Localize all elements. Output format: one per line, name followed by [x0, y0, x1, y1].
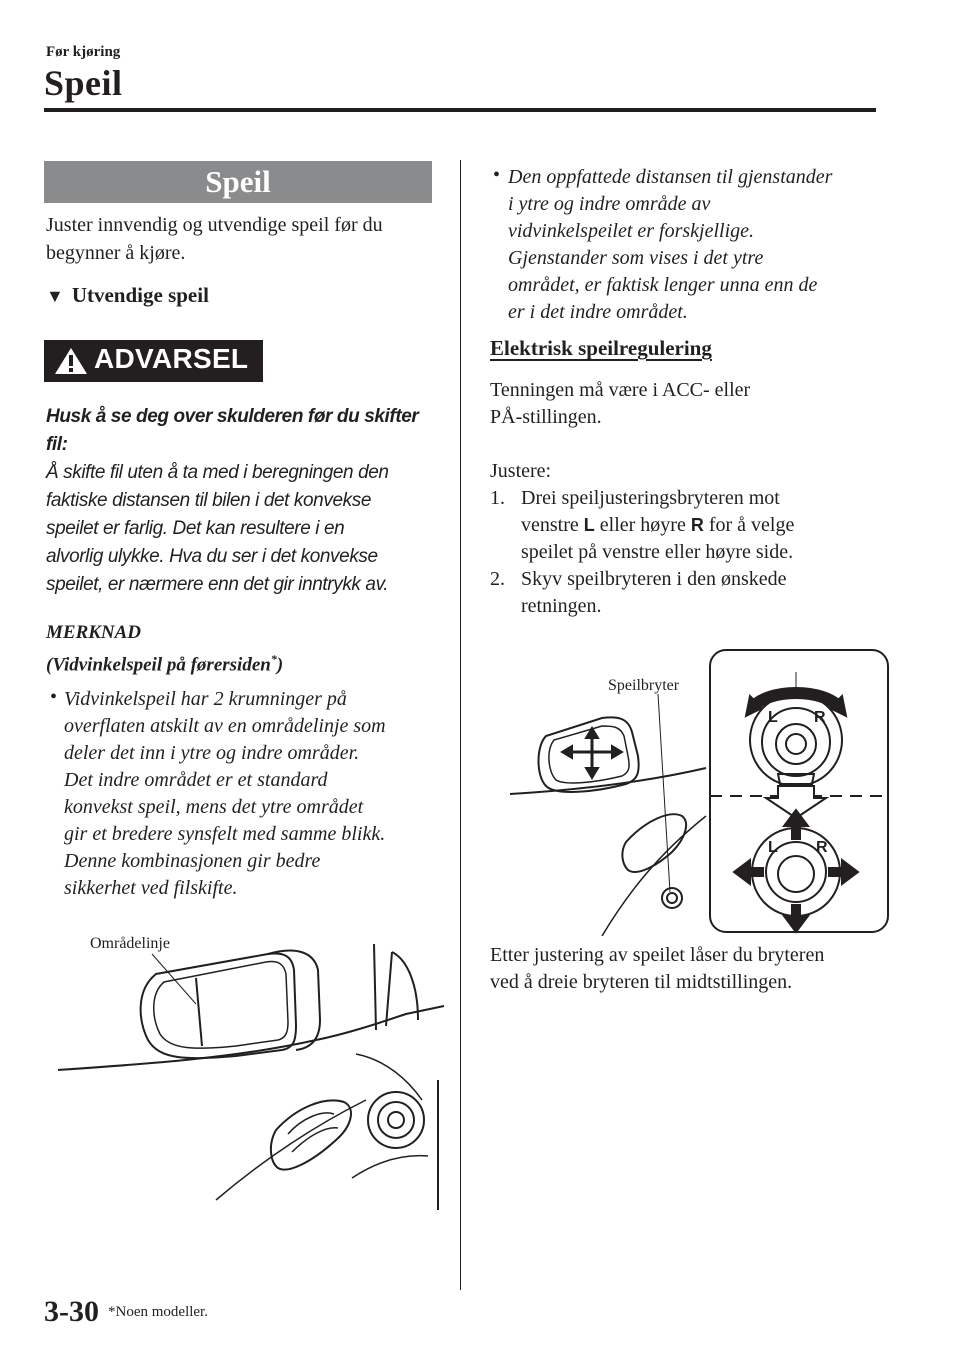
- section-banner: Speil: [44, 161, 432, 203]
- note-bullet-1: Vidvinkelspeil har 2 krumninger på overflaten atskilt av en områdelinje som deler det inn i ytre og indre områder. Det indre området er et standard konvekst speil, mens det ytre området gir et bredere synsfelt med samme blikk. Denne kombinasjonen gir bedre sikkerhet ved filskifte.: [64, 688, 386, 899]
- figure-label-area-line: Områdelinje: [90, 935, 170, 952]
- title-rule: [44, 108, 876, 112]
- page-title: Speil: [44, 63, 123, 103]
- bullet: •: [493, 164, 501, 186]
- step-1-line-2: venstre L eller høyre R for å velge: [521, 514, 795, 536]
- warning-badge: [44, 340, 263, 382]
- subhead-text: Utvendige speil: [71, 283, 209, 307]
- warning-line: alvorlig ulykke. Hva du ser i det konvekse: [46, 546, 378, 567]
- step-2-number: 2.: [490, 568, 505, 590]
- column-divider: [460, 160, 461, 1290]
- left-switch-symbol: L: [583, 515, 595, 535]
- note-subheading: (Vidvinkelspeil på førersiden*): [46, 652, 284, 676]
- step-1-line-3: speilet på venstre eller høyre side.: [521, 541, 794, 563]
- warning-line: faktiske distansen til bilen i det konvekse: [46, 490, 371, 511]
- electric-heading: Elektrisk speilregulering: [490, 336, 712, 360]
- warning-text: [46, 403, 456, 599]
- warning-badge-text: ADVARSEL: [94, 343, 249, 374]
- warning-line: speilet, er nærmere enn det gir inntrykk av.: [46, 574, 389, 595]
- intro-line-1: Juster innvendig og utvendige speil før du: [46, 214, 383, 236]
- step-1-line-1: Drei speiljusteringsbryteren mot: [521, 487, 780, 509]
- knob-left-letter: L: [768, 839, 778, 856]
- step-2-line-2: retningen.: [521, 595, 602, 617]
- figure-mirror-switch: [506, 646, 890, 936]
- warning-line: Å skifte fil uten å ta med i beregningen den: [46, 462, 389, 483]
- knob-right-letter: R: [816, 839, 828, 856]
- right-switch-symbol: R: [690, 515, 704, 535]
- adjust-label: Justere:: [490, 460, 552, 482]
- figure-label-switch: Speilbryter: [608, 677, 680, 694]
- warning-line: speilet er farlig. Det kan resultere i en: [46, 518, 345, 539]
- page-number: 3-30: [44, 1295, 99, 1328]
- warning-line: fil:: [46, 434, 68, 455]
- knob-left-letter: L: [768, 709, 778, 726]
- chapter-kicker: Før kjøring: [46, 44, 121, 60]
- intro-line-2: begynner å kjøre.: [46, 242, 186, 264]
- after-line-2: ved å dreie bryteren til midtstillingen.: [490, 971, 793, 993]
- warning-line: Husk å se deg over skulderen før du skifter: [46, 406, 419, 427]
- note-heading: MERKNAD: [46, 622, 142, 643]
- knob-right-letter: R: [814, 709, 826, 726]
- ignition-line-1: Tenningen må være i ACC- eller: [490, 379, 751, 401]
- after-line-1: Etter justering av speilet låser du bryteren: [490, 944, 825, 966]
- ignition-line-2: PÅ-stillingen.: [490, 406, 602, 428]
- note-bullet-2: Den oppfattede distansen til gjenstander i ytre og indre område av vidvinkelspeilet er forskjellige. Gjenstander som vises i det ytre området, er faktisk lenger unna enn de er i det indre området.: [508, 166, 833, 323]
- triangle-marker-icon: ▼: [46, 286, 64, 306]
- warning-triangle-icon: [54, 346, 88, 376]
- bullet: •: [50, 686, 58, 708]
- figure-mirror-area-line: [56, 930, 446, 1220]
- step-1-number: 1.: [490, 487, 505, 509]
- subhead-outer-mirrors: [46, 283, 209, 308]
- step-2-line-1: Skyv speilbryteren i den ønskede: [521, 568, 787, 590]
- footnote: *Noen modeller.: [108, 1304, 208, 1320]
